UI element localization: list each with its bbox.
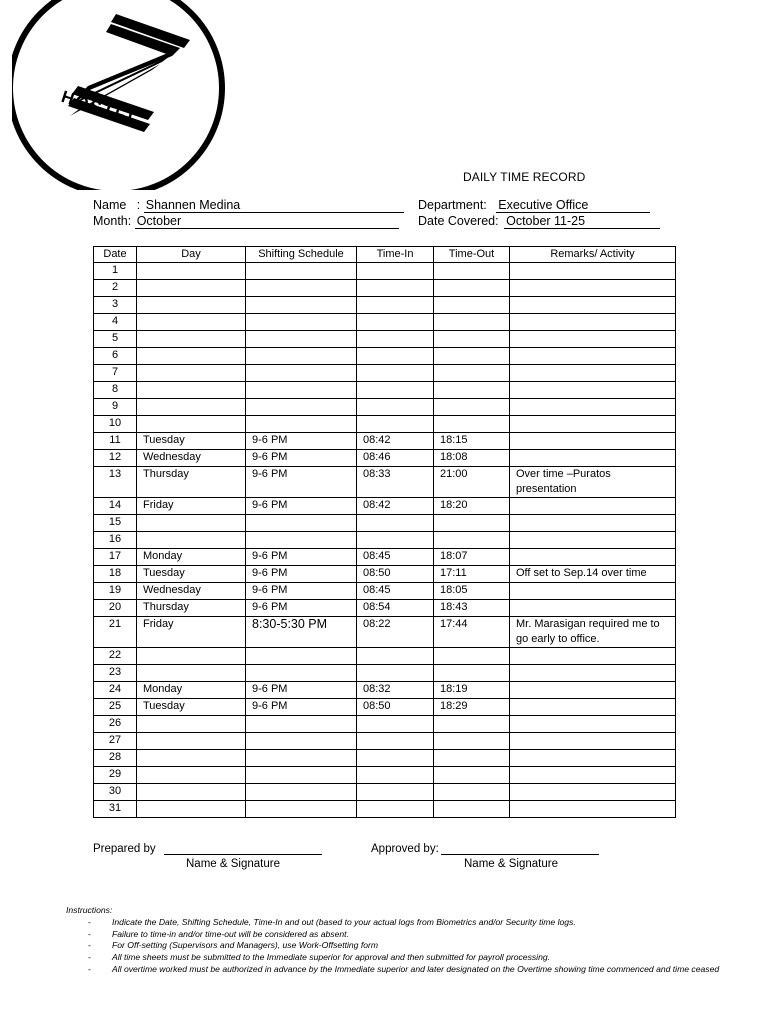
cell-remarks[interactable]: Mr. Marasigan required me to go early to office.: [510, 617, 676, 648]
cell-date[interactable]: 9: [94, 399, 137, 416]
approved-label: Approved by:: [371, 843, 439, 855]
cell-remarks[interactable]: [510, 263, 676, 280]
cell-time-in[interactable]: [357, 297, 434, 314]
cell-date[interactable]: 8: [94, 382, 137, 399]
cell-remarks[interactable]: [510, 297, 676, 314]
cell-schedule[interactable]: 9-6 PM: [246, 498, 357, 515]
instruction-text: For Off-setting (Supervisors and Managers), use Work-Offsetting form: [112, 940, 379, 951]
cell-time-in[interactable]: [357, 716, 434, 733]
name-label: Name :: [93, 198, 141, 212]
cell-time-in[interactable]: [357, 348, 434, 365]
cell-remarks[interactable]: [510, 532, 676, 549]
table-header-row: [94, 247, 676, 263]
cell-schedule[interactable]: [246, 750, 357, 767]
approved-signature-line[interactable]: [441, 854, 599, 855]
cell-remarks[interactable]: [510, 498, 676, 515]
table-row: [94, 467, 676, 498]
table-row: [94, 331, 676, 348]
cell-time-in[interactable]: 08:46: [357, 450, 434, 467]
cell-schedule[interactable]: [246, 331, 357, 348]
cell-time-out[interactable]: [434, 665, 510, 682]
cell-date[interactable]: 13: [94, 467, 137, 498]
cell-schedule[interactable]: [246, 314, 357, 331]
cell-schedule[interactable]: 9-6 PM: [246, 433, 357, 450]
cell-date[interactable]: 26: [94, 716, 137, 733]
cell-time-in[interactable]: [357, 767, 434, 784]
cell-time-in[interactable]: [357, 648, 434, 665]
cell-time-in[interactable]: 08:32: [357, 682, 434, 699]
cell-date[interactable]: 22: [94, 648, 137, 665]
cell-time-out[interactable]: [434, 280, 510, 297]
table-row: [94, 784, 676, 801]
cell-schedule[interactable]: [246, 532, 357, 549]
table-row: [94, 348, 676, 365]
cell-time-out[interactable]: [434, 515, 510, 532]
cell-date[interactable]: 20: [94, 600, 137, 617]
instruction-text: Failure to time-in and/or time-out will be considered as absent.: [112, 928, 349, 939]
department-label: Department:: [418, 198, 487, 212]
header-time-out: Time-Out: [434, 247, 510, 263]
cell-date[interactable]: 3: [94, 297, 137, 314]
cell-time-in[interactable]: [357, 784, 434, 801]
table-row: [94, 263, 676, 280]
cell-schedule[interactable]: 9-6 PM: [246, 583, 357, 600]
table-row: [94, 450, 676, 467]
cell-date[interactable]: 10: [94, 416, 137, 433]
department-value: Executive Office: [496, 198, 650, 213]
cell-remarks[interactable]: [510, 733, 676, 750]
cell-remarks[interactable]: [510, 331, 676, 348]
time-record-table: [93, 246, 676, 818]
cell-day[interactable]: [137, 348, 246, 365]
cell-time-out[interactable]: 18:05: [434, 583, 510, 600]
cell-remarks[interactable]: [510, 767, 676, 784]
cell-time-out[interactable]: [434, 750, 510, 767]
cell-date[interactable]: 1: [94, 263, 137, 280]
cell-date[interactable]: 12: [94, 450, 137, 467]
cell-date[interactable]: 6: [94, 348, 137, 365]
cell-day[interactable]: [137, 314, 246, 331]
cell-date[interactable]: 23: [94, 665, 137, 682]
cell-schedule[interactable]: [246, 784, 357, 801]
bullet-dash-icon: -: [88, 940, 91, 951]
cell-schedule[interactable]: [246, 365, 357, 382]
cell-time-out[interactable]: [434, 716, 510, 733]
cell-time-out[interactable]: 18:08: [434, 450, 510, 467]
cell-day[interactable]: [137, 733, 246, 750]
header-remarks: Remarks/ Activity: [510, 247, 676, 263]
cell-date[interactable]: 25: [94, 699, 137, 716]
cell-day[interactable]: [137, 716, 246, 733]
cell-remarks[interactable]: [510, 699, 676, 716]
cell-time-in[interactable]: [357, 801, 434, 818]
cell-schedule[interactable]: [246, 648, 357, 665]
cell-remarks[interactable]: [510, 600, 676, 617]
instruction-text: All overtime worked must be authorized in advance by the Immediate superior and later designated on the Overtime showing time commenced and time ceased: [112, 963, 720, 974]
cell-time-out[interactable]: [434, 348, 510, 365]
cell-day[interactable]: Wednesday: [137, 583, 246, 600]
table-row: [94, 416, 676, 433]
cell-schedule[interactable]: [246, 348, 357, 365]
cell-remarks[interactable]: [510, 716, 676, 733]
cell-schedule[interactable]: [246, 280, 357, 297]
cell-schedule[interactable]: 9-6 PM: [246, 566, 357, 583]
cell-time-out[interactable]: [434, 801, 510, 818]
cell-day[interactable]: Tuesday: [137, 433, 246, 450]
cell-time-in[interactable]: [357, 263, 434, 280]
table-row: [94, 750, 676, 767]
cell-time-out[interactable]: 18:15: [434, 433, 510, 450]
cell-schedule[interactable]: [246, 297, 357, 314]
cell-time-out[interactable]: [434, 365, 510, 382]
table-row: [94, 682, 676, 699]
cell-date[interactable]: 24: [94, 682, 137, 699]
instructions: [66, 905, 726, 976]
cell-schedule[interactable]: 9-6 PM: [246, 467, 357, 498]
cell-time-out[interactable]: 18:29: [434, 699, 510, 716]
cell-remarks[interactable]: [510, 433, 676, 450]
cell-schedule[interactable]: [246, 716, 357, 733]
cell-day[interactable]: [137, 399, 246, 416]
cell-time-in[interactable]: 08:50: [357, 699, 434, 716]
cell-date[interactable]: 30: [94, 784, 137, 801]
table-row: [94, 583, 676, 600]
cell-day[interactable]: [137, 382, 246, 399]
cell-time-in[interactable]: 08:54: [357, 600, 434, 617]
cell-day[interactable]: Thursday: [137, 600, 246, 617]
cell-remarks[interactable]: [510, 314, 676, 331]
date-covered-row: [418, 214, 660, 229]
cell-schedule[interactable]: [246, 515, 357, 532]
table-row: [94, 665, 676, 682]
instruction-item: [66, 964, 726, 976]
cell-date[interactable]: 19: [94, 583, 137, 600]
table-row: [94, 365, 676, 382]
cell-date[interactable]: 28: [94, 750, 137, 767]
cell-remarks[interactable]: [510, 365, 676, 382]
table-row: [94, 498, 676, 515]
cell-date[interactable]: 21: [94, 617, 137, 648]
cell-date[interactable]: 11: [94, 433, 137, 450]
cell-time-in[interactable]: [357, 532, 434, 549]
cell-date[interactable]: 2: [94, 280, 137, 297]
cell-remarks[interactable]: [510, 450, 676, 467]
instructions-list: [66, 917, 726, 976]
table-row: [94, 699, 676, 716]
cell-remarks[interactable]: [510, 682, 676, 699]
department-row: [418, 198, 650, 213]
header-time-in: Time-In: [357, 247, 434, 263]
cell-date[interactable]: 31: [94, 801, 137, 818]
cell-schedule[interactable]: 8:30-5:30 PM: [246, 617, 357, 648]
table-row: [94, 801, 676, 818]
cell-day[interactable]: [137, 515, 246, 532]
cell-time-out[interactable]: [434, 297, 510, 314]
cell-date[interactable]: 18: [94, 566, 137, 583]
bullet-dash-icon: -: [88, 928, 91, 939]
cell-time-in[interactable]: [357, 733, 434, 750]
cell-time-in[interactable]: [357, 280, 434, 297]
cell-time-out[interactable]: [434, 767, 510, 784]
cell-time-out[interactable]: [434, 263, 510, 280]
table-row: [94, 433, 676, 450]
cell-day[interactable]: Tuesday: [137, 699, 246, 716]
cell-remarks[interactable]: [510, 382, 676, 399]
cell-time-out[interactable]: [434, 331, 510, 348]
cell-time-out[interactable]: [434, 382, 510, 399]
table-row: [94, 549, 676, 566]
table-row: [94, 600, 676, 617]
cell-date[interactable]: 17: [94, 549, 137, 566]
cell-time-in[interactable]: 08:45: [357, 583, 434, 600]
cell-schedule[interactable]: 9-6 PM: [246, 682, 357, 699]
cell-day[interactable]: [137, 280, 246, 297]
cell-time-out[interactable]: 21:00: [434, 467, 510, 498]
bullet-dash-icon: -: [88, 963, 91, 974]
table-row: [94, 314, 676, 331]
header-schedule: Shifting Schedule: [246, 247, 357, 263]
table-row: [94, 399, 676, 416]
instructions-heading: Instructions:: [66, 905, 113, 915]
cell-schedule[interactable]: [246, 382, 357, 399]
month-label: Month:: [93, 214, 132, 228]
cell-schedule[interactable]: [246, 399, 357, 416]
cell-time-out[interactable]: 18:20: [434, 498, 510, 515]
prepared-signature-line[interactable]: [164, 854, 322, 855]
cell-remarks[interactable]: [510, 348, 676, 365]
name-value: Shannen Medina: [144, 198, 404, 213]
cell-time-out[interactable]: 18:19: [434, 682, 510, 699]
table-row: [94, 767, 676, 784]
table-row: [94, 648, 676, 665]
table-row: [94, 716, 676, 733]
instruction-item: [66, 940, 726, 952]
cell-time-out[interactable]: 18:43: [434, 600, 510, 617]
cell-day[interactable]: Wednesday: [137, 450, 246, 467]
cell-time-in[interactable]: [357, 331, 434, 348]
cell-schedule[interactable]: [246, 801, 357, 818]
cell-remarks[interactable]: Off set to Sep.14 over time: [510, 566, 676, 583]
table-row: [94, 532, 676, 549]
cell-time-out[interactable]: [434, 314, 510, 331]
approved-by: [371, 843, 599, 855]
cell-date[interactable]: 5: [94, 331, 137, 348]
cell-remarks[interactable]: [510, 549, 676, 566]
cell-day[interactable]: Monday: [137, 549, 246, 566]
cell-time-out[interactable]: [434, 648, 510, 665]
cell-day[interactable]: [137, 801, 246, 818]
cell-day[interactable]: [137, 416, 246, 433]
cell-schedule[interactable]: [246, 665, 357, 682]
cell-time-in[interactable]: 08:42: [357, 498, 434, 515]
table-row: [94, 617, 676, 648]
approved-caption: Name & Signature: [464, 858, 558, 870]
cell-time-out[interactable]: 17:44: [434, 617, 510, 648]
table-row: [94, 515, 676, 532]
cell-date[interactable]: 14: [94, 498, 137, 515]
cell-remarks[interactable]: [510, 648, 676, 665]
cell-schedule[interactable]: 9-6 PM: [246, 600, 357, 617]
cell-day[interactable]: [137, 665, 246, 682]
table-row: [94, 280, 676, 297]
prepared-by: [93, 843, 322, 855]
prepared-label: Prepared by: [93, 843, 156, 855]
table-row: [94, 382, 676, 399]
cell-schedule[interactable]: 9-6 PM: [246, 450, 357, 467]
hostel-logo: [12, 0, 226, 190]
cell-day[interactable]: Friday: [137, 498, 246, 515]
month-row: [93, 214, 399, 229]
instruction-item: [66, 917, 726, 929]
cell-time-in[interactable]: 08:42: [357, 433, 434, 450]
cell-date[interactable]: 16: [94, 532, 137, 549]
cell-day[interactable]: [137, 297, 246, 314]
cell-time-in[interactable]: [357, 750, 434, 767]
cell-time-in[interactable]: 08:50: [357, 566, 434, 583]
cell-date[interactable]: 15: [94, 515, 137, 532]
cell-time-out[interactable]: [434, 416, 510, 433]
cell-day[interactable]: [137, 767, 246, 784]
cell-remarks[interactable]: [510, 750, 676, 767]
cell-schedule[interactable]: 9-6 PM: [246, 699, 357, 716]
cell-day[interactable]: [137, 784, 246, 801]
date-covered-value: October 11-25: [504, 214, 660, 229]
cell-day[interactable]: [137, 331, 246, 348]
cell-date[interactable]: 27: [94, 733, 137, 750]
prepared-caption: Name & Signature: [186, 858, 280, 870]
cell-time-in[interactable]: 08:33: [357, 467, 434, 498]
cell-day[interactable]: [137, 365, 246, 382]
cell-day[interactable]: Thursday: [137, 467, 246, 498]
cell-remarks[interactable]: [510, 515, 676, 532]
cell-time-in[interactable]: [357, 399, 434, 416]
header-day: Day: [137, 247, 246, 263]
date-covered-label: Date Covered:: [418, 214, 499, 228]
cell-day[interactable]: Monday: [137, 682, 246, 699]
cell-date[interactable]: 4: [94, 314, 137, 331]
instruction-text: All time sheets must be submitted to the Immediate superior for approval and then submitted for payroll processing.: [112, 952, 551, 963]
cell-schedule[interactable]: [246, 767, 357, 784]
cell-time-out[interactable]: [434, 733, 510, 750]
cell-time-in[interactable]: 08:45: [357, 549, 434, 566]
table-row: [94, 566, 676, 583]
cell-schedule[interactable]: [246, 416, 357, 433]
instruction-text: Indicate the Date, Shifting Schedule, Time-In and out (based to your actual logs from Biometrics and/or Security time logs.: [112, 916, 576, 927]
cell-day[interactable]: Friday: [137, 617, 246, 648]
cell-remarks[interactable]: [510, 399, 676, 416]
cell-remarks[interactable]: [510, 280, 676, 297]
cell-date[interactable]: 7: [94, 365, 137, 382]
instruction-item: [66, 929, 726, 941]
instruction-item: [66, 952, 726, 964]
month-value: October: [135, 214, 399, 229]
cell-remarks[interactable]: [510, 583, 676, 600]
table-row: [94, 297, 676, 314]
cell-time-in[interactable]: [357, 314, 434, 331]
bullet-dash-icon: -: [88, 916, 91, 927]
cell-time-in[interactable]: [357, 365, 434, 382]
cell-time-out[interactable]: [434, 532, 510, 549]
cell-time-in[interactable]: [357, 665, 434, 682]
cell-schedule[interactable]: [246, 733, 357, 750]
cell-remarks[interactable]: [510, 416, 676, 433]
cell-day[interactable]: Tuesday: [137, 566, 246, 583]
cell-schedule[interactable]: 9-6 PM: [246, 549, 357, 566]
cell-day[interactable]: [137, 648, 246, 665]
header-date: Date: [94, 247, 137, 263]
cell-date[interactable]: 29: [94, 767, 137, 784]
cell-time-in[interactable]: [357, 515, 434, 532]
table-row: [94, 733, 676, 750]
document-title: DAILY TIME RECORD: [463, 170, 586, 184]
cell-schedule[interactable]: [246, 263, 357, 280]
cell-time-out[interactable]: [434, 784, 510, 801]
cell-remarks[interactable]: [510, 801, 676, 818]
logo-text: HOSTEL: [58, 87, 142, 131]
cell-time-in[interactable]: [357, 416, 434, 433]
cell-day[interactable]: [137, 263, 246, 280]
cell-time-out[interactable]: 17:11: [434, 566, 510, 583]
name-row: [93, 198, 404, 213]
cell-day[interactable]: [137, 532, 246, 549]
bullet-dash-icon: -: [88, 952, 91, 963]
cell-remarks[interactable]: [510, 665, 676, 682]
cell-remarks[interactable]: Over time –Puratos presentation: [510, 467, 676, 498]
cell-day[interactable]: [137, 750, 246, 767]
cell-time-in[interactable]: [357, 382, 434, 399]
cell-time-out[interactable]: 18:07: [434, 549, 510, 566]
cell-time-out[interactable]: [434, 399, 510, 416]
cell-time-in[interactable]: 08:22: [357, 617, 434, 648]
cell-remarks[interactable]: [510, 784, 676, 801]
